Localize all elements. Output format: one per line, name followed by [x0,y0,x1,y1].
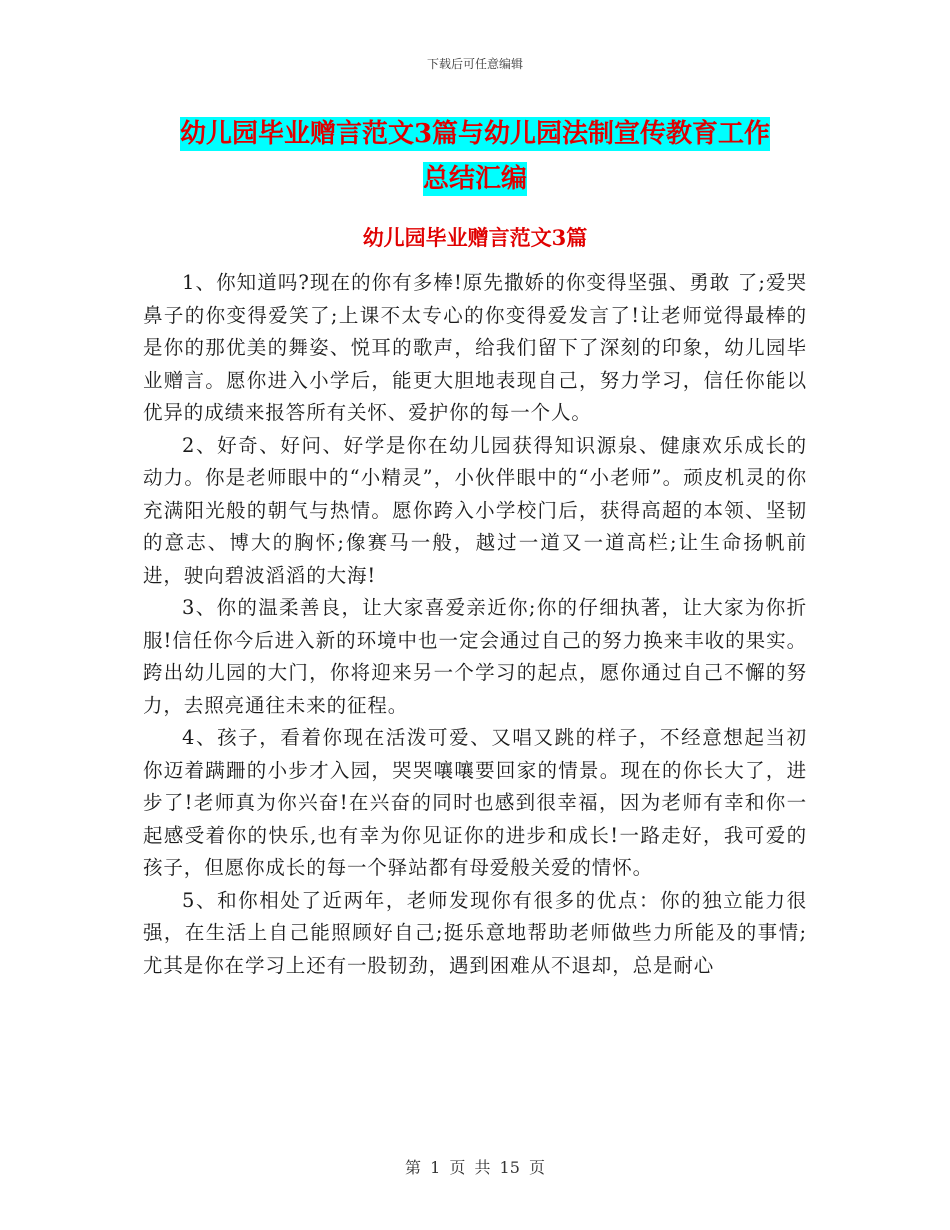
paragraph-3: 3、你的温柔善良，让大家喜爱亲近你;你的仔细执著，让大家为你折服!信任你今后进入新的环境中也一定会通过自己的努力换来丰收的果实。跨出幼儿园的大门，你将迎来另一个学习的起点，愿你通过自己不懈的努力，去照亮通往未来的征程。 [143,596,807,717]
document-body [143,267,807,982]
section-title: 幼儿园毕业赠言范文3篇 [362,225,588,250]
page-header-note: 下载后可任意编辑 [426,57,523,71]
paragraph-4: 4、孩子，看着你现在活泼可爱、又唱又跳的样子，不经意想起当初你迈着蹒跚的小步才入园，哭哭嚷嚷要回家的情景。现在的你长大了，进步了!老师真为你兴奋!在兴奋的同时也感到很幸福，因为老师有幸和你一起感受着你的快乐,也有幸为你见证你的进步和成长!一路走好，我可爱的孩子，但愿你成长的每一个驿站都有母爱般关爱的情怀。 [143,726,807,879]
document-title [0,112,950,202]
document-title-line2: 总结汇编 [422,164,527,194]
page-number-footer: 第 1 页 共 15 页 [405,1158,545,1177]
document-title-line1: 幼儿园毕业赠言范文3篇与幼儿园法制宣传教育工作 [179,119,771,149]
paragraph-2: 2、好奇、好问、好学是你在幼儿园获得知识源泉、健康欢乐成长的动力。你是老师眼中的“小精灵”，小伙伴眼中的“小老师”。顽皮机灵的你充满阳光般的朝气与热情。愿你跨入小学校门后，获得高超的本领、坚韧的意志、博大的胸怀;像赛马一般，越过一道又一道高栏;让生命扬帆前进，驶向碧波滔滔的大海! [143,433,807,587]
paragraph-5: 5、和你相处了近两年，老师发现你有很多的优点：你的独立能力很强，在生活上自己能照顾好自己;挺乐意地帮助老师做些力所能及的事情;尤其是你在学习上还有一股韧劲，遇到困难从不退却，总是耐心 [143,888,807,977]
paragraph-1: 1、你知道吗?现在的你有多棒!原先撒娇的你变得坚强、勇敢 了;爱哭鼻子的你变得爱笑了;上课不太专心的你变得爱发言了!让老师觉得最棒的是你的那优美的舞姿、悦耳的歌声，给我们留下了深刻的印象，幼儿园毕业赠言。愿你进入小学后，能更大胆地表现自己，努力学习，信任你能以优异的成绩来报答所有关怀、爱护你的每一个人。 [143,271,807,424]
